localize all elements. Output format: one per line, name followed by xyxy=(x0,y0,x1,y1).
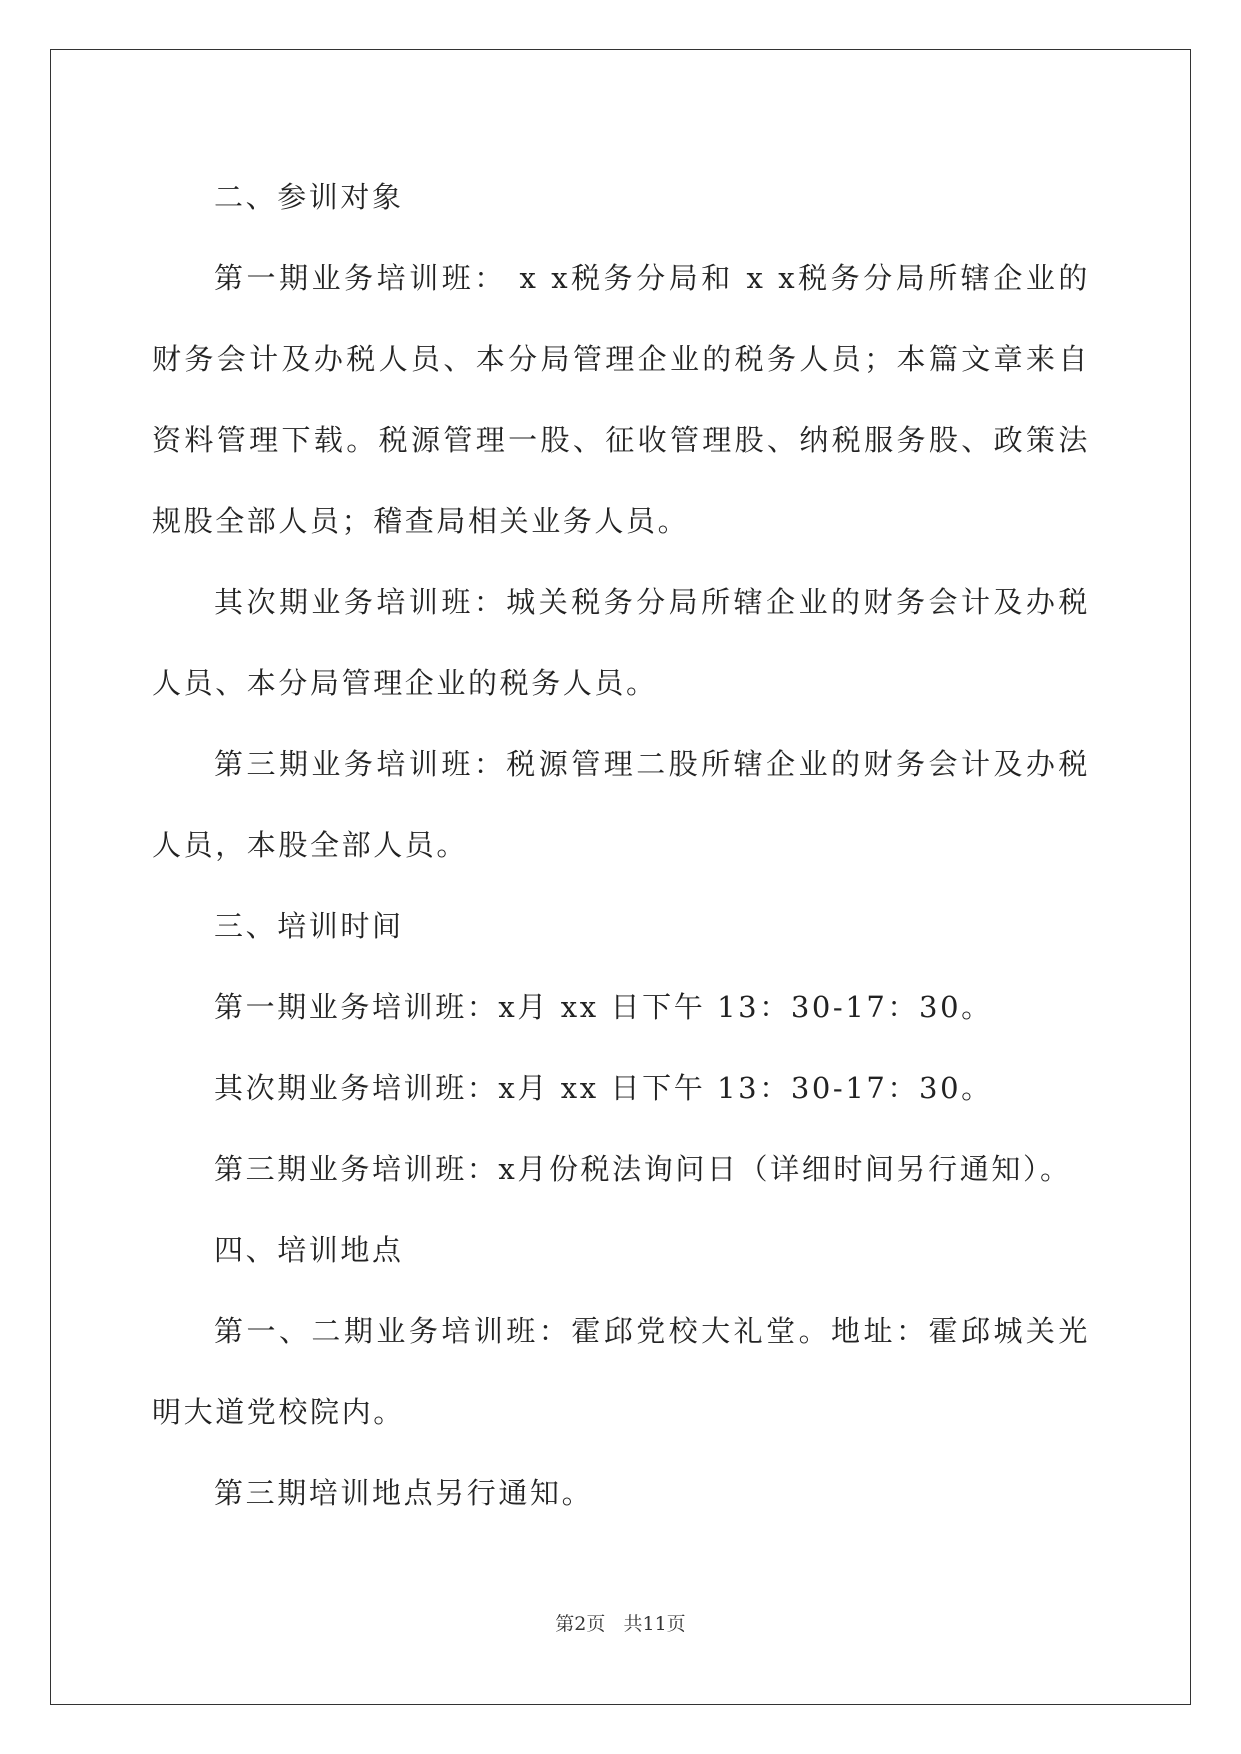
paragraph-session-3-time: 第三期业务培训班：x月份税法询问日（详细时间另行通知）。 xyxy=(214,1152,1072,1186)
paragraph-session-2-participants: 其次期业务培训班：城关税务分局所辖企业的财务会计及办税人员、本分局管理企业的税务人员。 xyxy=(152,585,1090,700)
section-heading-time: 三、培训时间 xyxy=(214,909,404,943)
paragraph-session-1-participants: 第一期业务培训班： x x税务分局和 x x税务分局所辖企业的财务会计及办税人员、本分局管理企业的税务人员；本篇文章来自资料管理下载。税源管理一股、征收管理股、纳税服务股、政策法规股全部人员；稽查局相关业务人员。 xyxy=(152,261,1090,538)
section-heading-participants: 二、参训对象 xyxy=(214,180,404,214)
paragraph-session-1-time: 第一期业务培训班：x月 xx 日下午 13：30-17：30。 xyxy=(214,990,993,1024)
page-number-footer: 第2页 共11页 xyxy=(555,1613,686,1635)
paragraph-session-3-participants: 第三期业务培训班：税源管理二股所辖企业的财务会计及办税人员，本股全部人员。 xyxy=(152,747,1090,862)
section-heading-location: 四、培训地点 xyxy=(214,1233,404,1267)
document-body xyxy=(152,157,1090,1534)
paragraph-session-1-2-location: 第一、二期业务培训班：霍邱党校大礼堂。地址：霍邱城关光明大道党校院内。 xyxy=(152,1314,1090,1429)
paragraph-session-2-time: 其次期业务培训班：x月 xx 日下午 13：30-17：30。 xyxy=(214,1071,993,1105)
paragraph-session-3-location: 第三期培训地点另行通知。 xyxy=(214,1476,594,1510)
